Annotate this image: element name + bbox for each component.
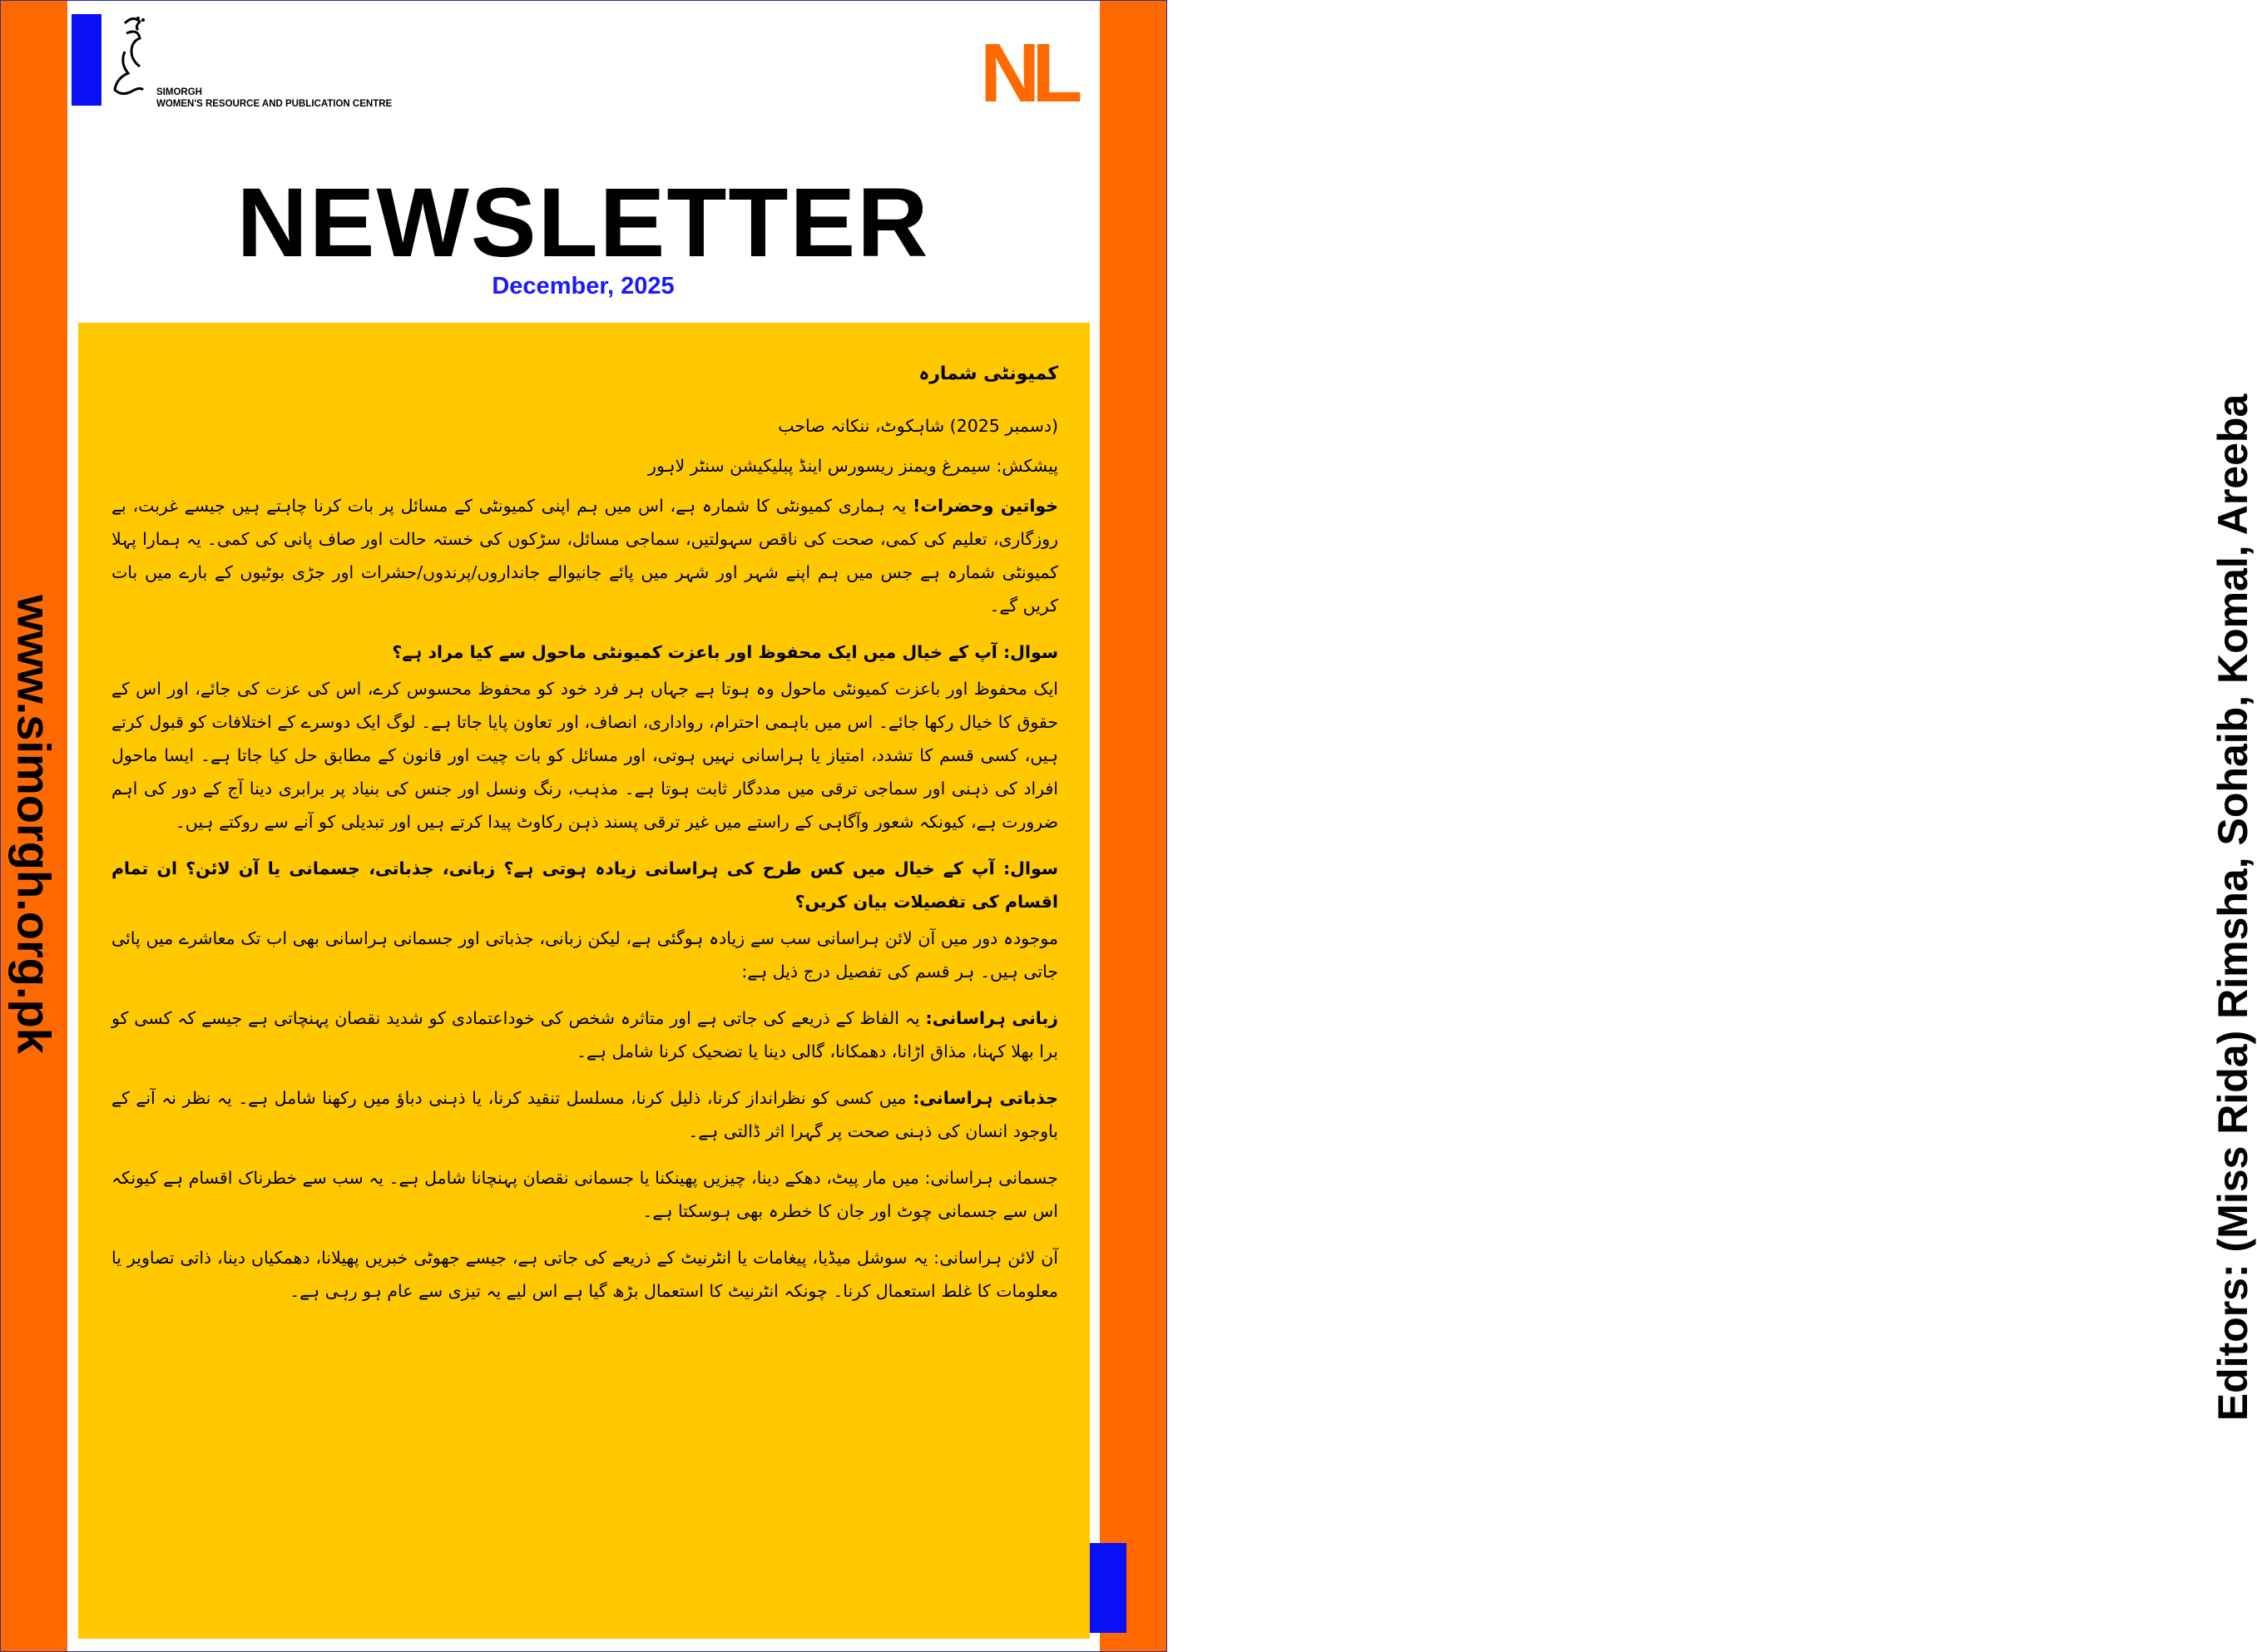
logo-subtitle: WOMEN'S RESOURCE AND PUBLICATION CENTRE: [156, 99, 393, 109]
newsletter-date: December, 2025: [492, 273, 675, 299]
nl-logo-text: NL: [980, 27, 1075, 120]
intro-paragraph: [111, 489, 1058, 622]
article-meta-date: (دسمبر 2025) شاہکوٹ، ننکانہ صاحب: [778, 416, 1058, 436]
harassment-type-emotional: [111, 1081, 1058, 1148]
right-sidebar-bar: [1100, 1, 2256, 1651]
blue-accent-block-top: [72, 14, 101, 106]
harassment-type-online: [111, 1241, 1058, 1308]
verbal-label: زبانی ہراسانی:: [925, 1008, 1058, 1028]
question-1: سوال: آپ کے خیال میں ایک محفوظ اور باعزت کمیونٹی ماحول سے کیا مراد ہے؟: [392, 642, 1058, 662]
emotional-text: میں کسی کو نظرانداز کرنا، ذلیل کرنا، مسلسل تنقید کرنا، یا ذہنی دباؤ میں رکھنا شامل ہے۔ یہ نظر نہ آنے کے باوجود انسان کی ذہنی صحت پر گہرا اثر ڈالتی ہے۔: [111, 1088, 1058, 1141]
left-sidebar-bar: [1, 1, 67, 1651]
editors-credit: Editors: (Miss Rida) Rimsha, Sohaib, Komal, Areeba: [2210, 393, 2256, 1422]
nl-logo-icon: [980, 27, 1088, 120]
logo-name: SIMORGH: [156, 87, 202, 97]
verbal-text: یہ الفاظ کے ذریعے کی جاتی ہے اور متاثرہ شخص کی خوداعتمادی کو شدید نقصان پہنچاتی ہے جیسے کہ کسی کو برا بھلا کہنا، مذاق اڑانا، دھمکانا، گالی دینا یا تضحیک کرنا شامل ہے۔: [111, 1008, 1058, 1061]
article-body: [111, 358, 1058, 1321]
question-2: سوال: آپ کے خیال میں کس طرح کی ہراسانی زیادہ ہوتی ہے؟ زبانی، جذباتی، جسمانی یا آن لائن؟ ان تمام اقسام کی تفصیلات بیان کریں؟: [111, 858, 1058, 912]
simorgh-logo: [108, 12, 441, 107]
article-panel: [78, 323, 1090, 1639]
blue-accent-block-bottom: [1090, 1543, 1126, 1633]
intro-lead: خواتین وحضرات!: [913, 496, 1059, 516]
newsletter-title: NEWSLETTER: [236, 168, 930, 278]
website-url[interactable]: www.simorgh.org.pk: [7, 595, 61, 1054]
online-text: یہ سوشل میڈیا، پیغامات یا انٹرنیٹ کے ذریعے کی جاتی ہے، جیسے جھوٹی خبریں پھیلانا، دھمکیاں دینا، ذاتی تصاویر یا معلومات کا غلط استعمال کرنا۔ چونکہ انٹرنیٹ کا استعمال بڑھ گیا ہے اس لیے یہ تیزی سے عام ہو رہی ہے۔: [111, 1248, 1058, 1301]
harassment-type-physical: [111, 1161, 1058, 1228]
article-presenter: پیشکش: سیمرغ ویمنز ریسورس اینڈ پبلیکیشن سنٹر لاہور: [648, 456, 1058, 476]
online-label: آن لائن ہراسانی:: [933, 1248, 1058, 1268]
answer-2: موجودہ دور میں آن لائن ہراسانی سب سے زیادہ ہوگئی ہے، لیکن زبانی، جذباتی اور جسمانی ہراسانی بھی اب تک معاشرے میں پائی جاتی ہیں۔ ہر قسم کی تفصیل درج ذیل ہے:: [111, 928, 1058, 982]
harassment-type-verbal: [111, 1002, 1058, 1068]
simorgh-bird-icon: [108, 12, 158, 103]
physical-text: میں مار پیٹ، دھکے دینا، چیزیں پھینکنا یا جسمانی نقصان پہنچانا شامل ہے۔ یہ سب سے خطرناک اقسام ہے کیونکہ اس سے جسمانی چوٹ اور جان کا خطرہ بھی ہوسکتا ہے۔: [111, 1168, 1058, 1221]
article-heading: کمیونٹی شمارہ: [918, 364, 1058, 384]
intro-text: یہ ہماری کمیونٹی کا شمارہ ہے، اس میں ہم اپنی کمیونٹی کے مسائل پر بات کرنا چاہتے ہیں جیسے غربت، بے روزگاری، تعلیم کی کمی، صحت کی ناقص سہولتیں، سماجی مسائل، سڑکوں کی خستہ حالت اور صاف پانی کی کمی۔ یہ ہمارا پہلا کمیونٹی شمارہ ہے جس میں ہم اپنے شہر اور شہر میں پائے جانیوالے جانداروں/پرندوں/حشرات اور جڑی بوٹیوں کے بارے میں بات کریں گے۔: [111, 496, 1058, 616]
emotional-label: جذباتی ہراسانی:: [913, 1088, 1058, 1108]
answer-1: ایک محفوظ اور باعزت کمیونٹی ماحول وہ ہوتا ہے جہاں ہر فرد خود کو محفوظ محسوس کرے، اس کی عزت کی جائے، اور اس کے حقوق کا خیال رکھا جائے۔ اس میں باہمی احترام، رواداری، انصاف، اور تعاون پایا جاتا ہے۔ لوگ ایک دوسرے کے اختلافات کو قبول کرتے ہیں، کسی قسم کا تشدد، امتیاز یا ہراسانی نہیں ہوتی، اور مسائل کو بات چیت اور قانون کے مطابق حل کیا جاتا ہے۔ ایسا ماحول افراد کی ذہنی اور سماجی ترقی میں مددگار ثابت ہوتا ہے۔ مذہب، رنگ ونسل اور جنس کی بنیاد پر برابری دینا آج کے دور کی اہم ضرورت ہے، کیونکہ شعور وآگاہی کے راستے میں غیر ترقی پسند ذہن رکاوٹ پیدا کرتے ہیں اور تبدیلی کو آنے سے روکتے ہیں۔: [111, 679, 1058, 832]
physical-label: جسمانی ہراسانی:: [924, 1168, 1058, 1188]
